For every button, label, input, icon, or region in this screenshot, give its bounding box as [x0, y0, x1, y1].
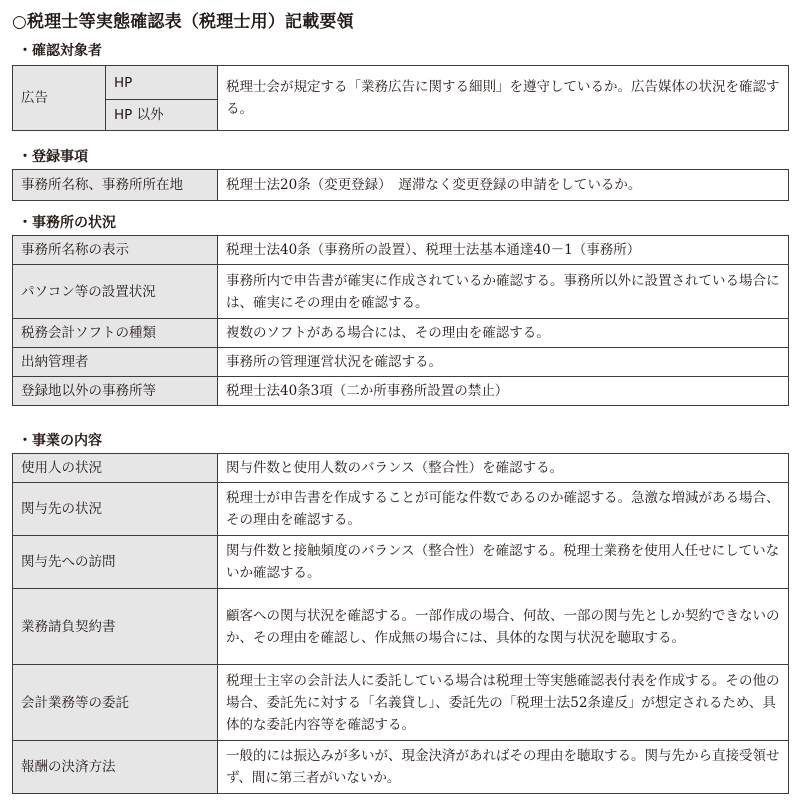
row-label: 関与先への訪問	[13, 536, 218, 589]
row-description: 事務所内で申告書が確実に作成されているか確認する。事務所以外に設置されている場合には、確実にその理由を確認する。	[218, 265, 789, 319]
table-row	[13, 377, 789, 406]
row-description: 税理士主宰の会計法人に委託している場合は税理士等実態確認表付表を作成する。その他の場合、委託先に対する「名義貸し」、委託先の「税理士法52条違反」が想定されるため、具体的な委託内容等を確認する。	[218, 665, 789, 741]
row-label: 報酬の決済方法	[13, 741, 218, 794]
row-description: 関与件数と使用人数のバランス（整合性）を確認する。	[218, 454, 789, 483]
row-label: 事務所名称の表示	[13, 236, 218, 265]
row-label: 広告	[13, 66, 106, 131]
row-description: 関与件数と接触頻度のバランス（整合性）を確認する。税理士業務を使用人任せにしていないか確認する。	[218, 536, 789, 589]
table-subjects	[12, 65, 789, 131]
row-description: 税理士が申告書を作成することが可能な件数であるのか確認する。急激な増減がある場合、その理由を確認する。	[218, 483, 789, 536]
table-row	[13, 319, 789, 348]
row-label: 出納管理者	[13, 348, 218, 377]
table-row	[13, 483, 789, 536]
row-description: 顧客への関与状況を確認する。一部作成の場合、何故、一部の関与先としか契約できないのか、その理由を確認し、作成無の場合には、具体的な関与状況を聴取する。	[218, 589, 789, 665]
table-row	[13, 265, 789, 319]
row-description: 税理士法40条（事務所の設置）、税理士法基本通達40－1（事務所）	[218, 236, 789, 265]
row-description: 税理士会が規定する「業務広告に関する細則」を遵守しているか。広告媒体の状況を確認する。	[218, 66, 789, 131]
row-label: 業務請負契約書	[13, 589, 218, 665]
table-row	[13, 66, 789, 100]
section-heading-office: ・事務所の状況	[18, 215, 116, 231]
table-row	[13, 236, 789, 265]
row-description: 税理士法20条（変更登録） 遅滞なく変更登録の申請をしているか。	[218, 170, 789, 201]
table-row	[13, 348, 789, 377]
table-row	[13, 589, 789, 665]
table-office	[12, 235, 789, 406]
table-business	[12, 453, 789, 794]
section-heading-subjects: ・確認対象者	[18, 43, 102, 59]
row-label: 事務所名称、事務所所在地	[13, 170, 218, 201]
row-label: 会計業務等の委託	[13, 665, 218, 741]
row-description: 複数のソフトがある場合には、その理由を確認する。	[218, 319, 789, 348]
section-heading-business: ・事業の内容	[18, 433, 102, 449]
row-label: 使用人の状況	[13, 454, 218, 483]
table-row	[13, 536, 789, 589]
row-description: 税理士法40条3項（二か所事務所設置の禁止）	[218, 377, 789, 406]
table-row	[13, 170, 789, 201]
row-label: 登録地以外の事務所等	[13, 377, 218, 406]
sub-label-hp-other: HP 以外	[106, 100, 218, 131]
table-row	[13, 454, 789, 483]
section-heading-registration: ・登録事項	[18, 149, 88, 165]
document-title: ○税理士等実態確認表（税理士用）記載要領	[12, 12, 354, 32]
sub-label-hp: HP	[106, 66, 218, 100]
table-registration	[12, 169, 789, 201]
row-label: 税務会計ソフトの種類	[13, 319, 218, 348]
row-description: 事務所の管理運営状況を確認する。	[218, 348, 789, 377]
row-label: 関与先の状況	[13, 483, 218, 536]
table-row	[13, 741, 789, 794]
row-description: 一般的には振込みが多いが、現金決済があればその理由を聴取する。関与先から直接受領せず、間に第三者がいないか。	[218, 741, 789, 794]
row-label: パソコン等の設置状況	[13, 265, 218, 319]
table-row	[13, 665, 789, 741]
